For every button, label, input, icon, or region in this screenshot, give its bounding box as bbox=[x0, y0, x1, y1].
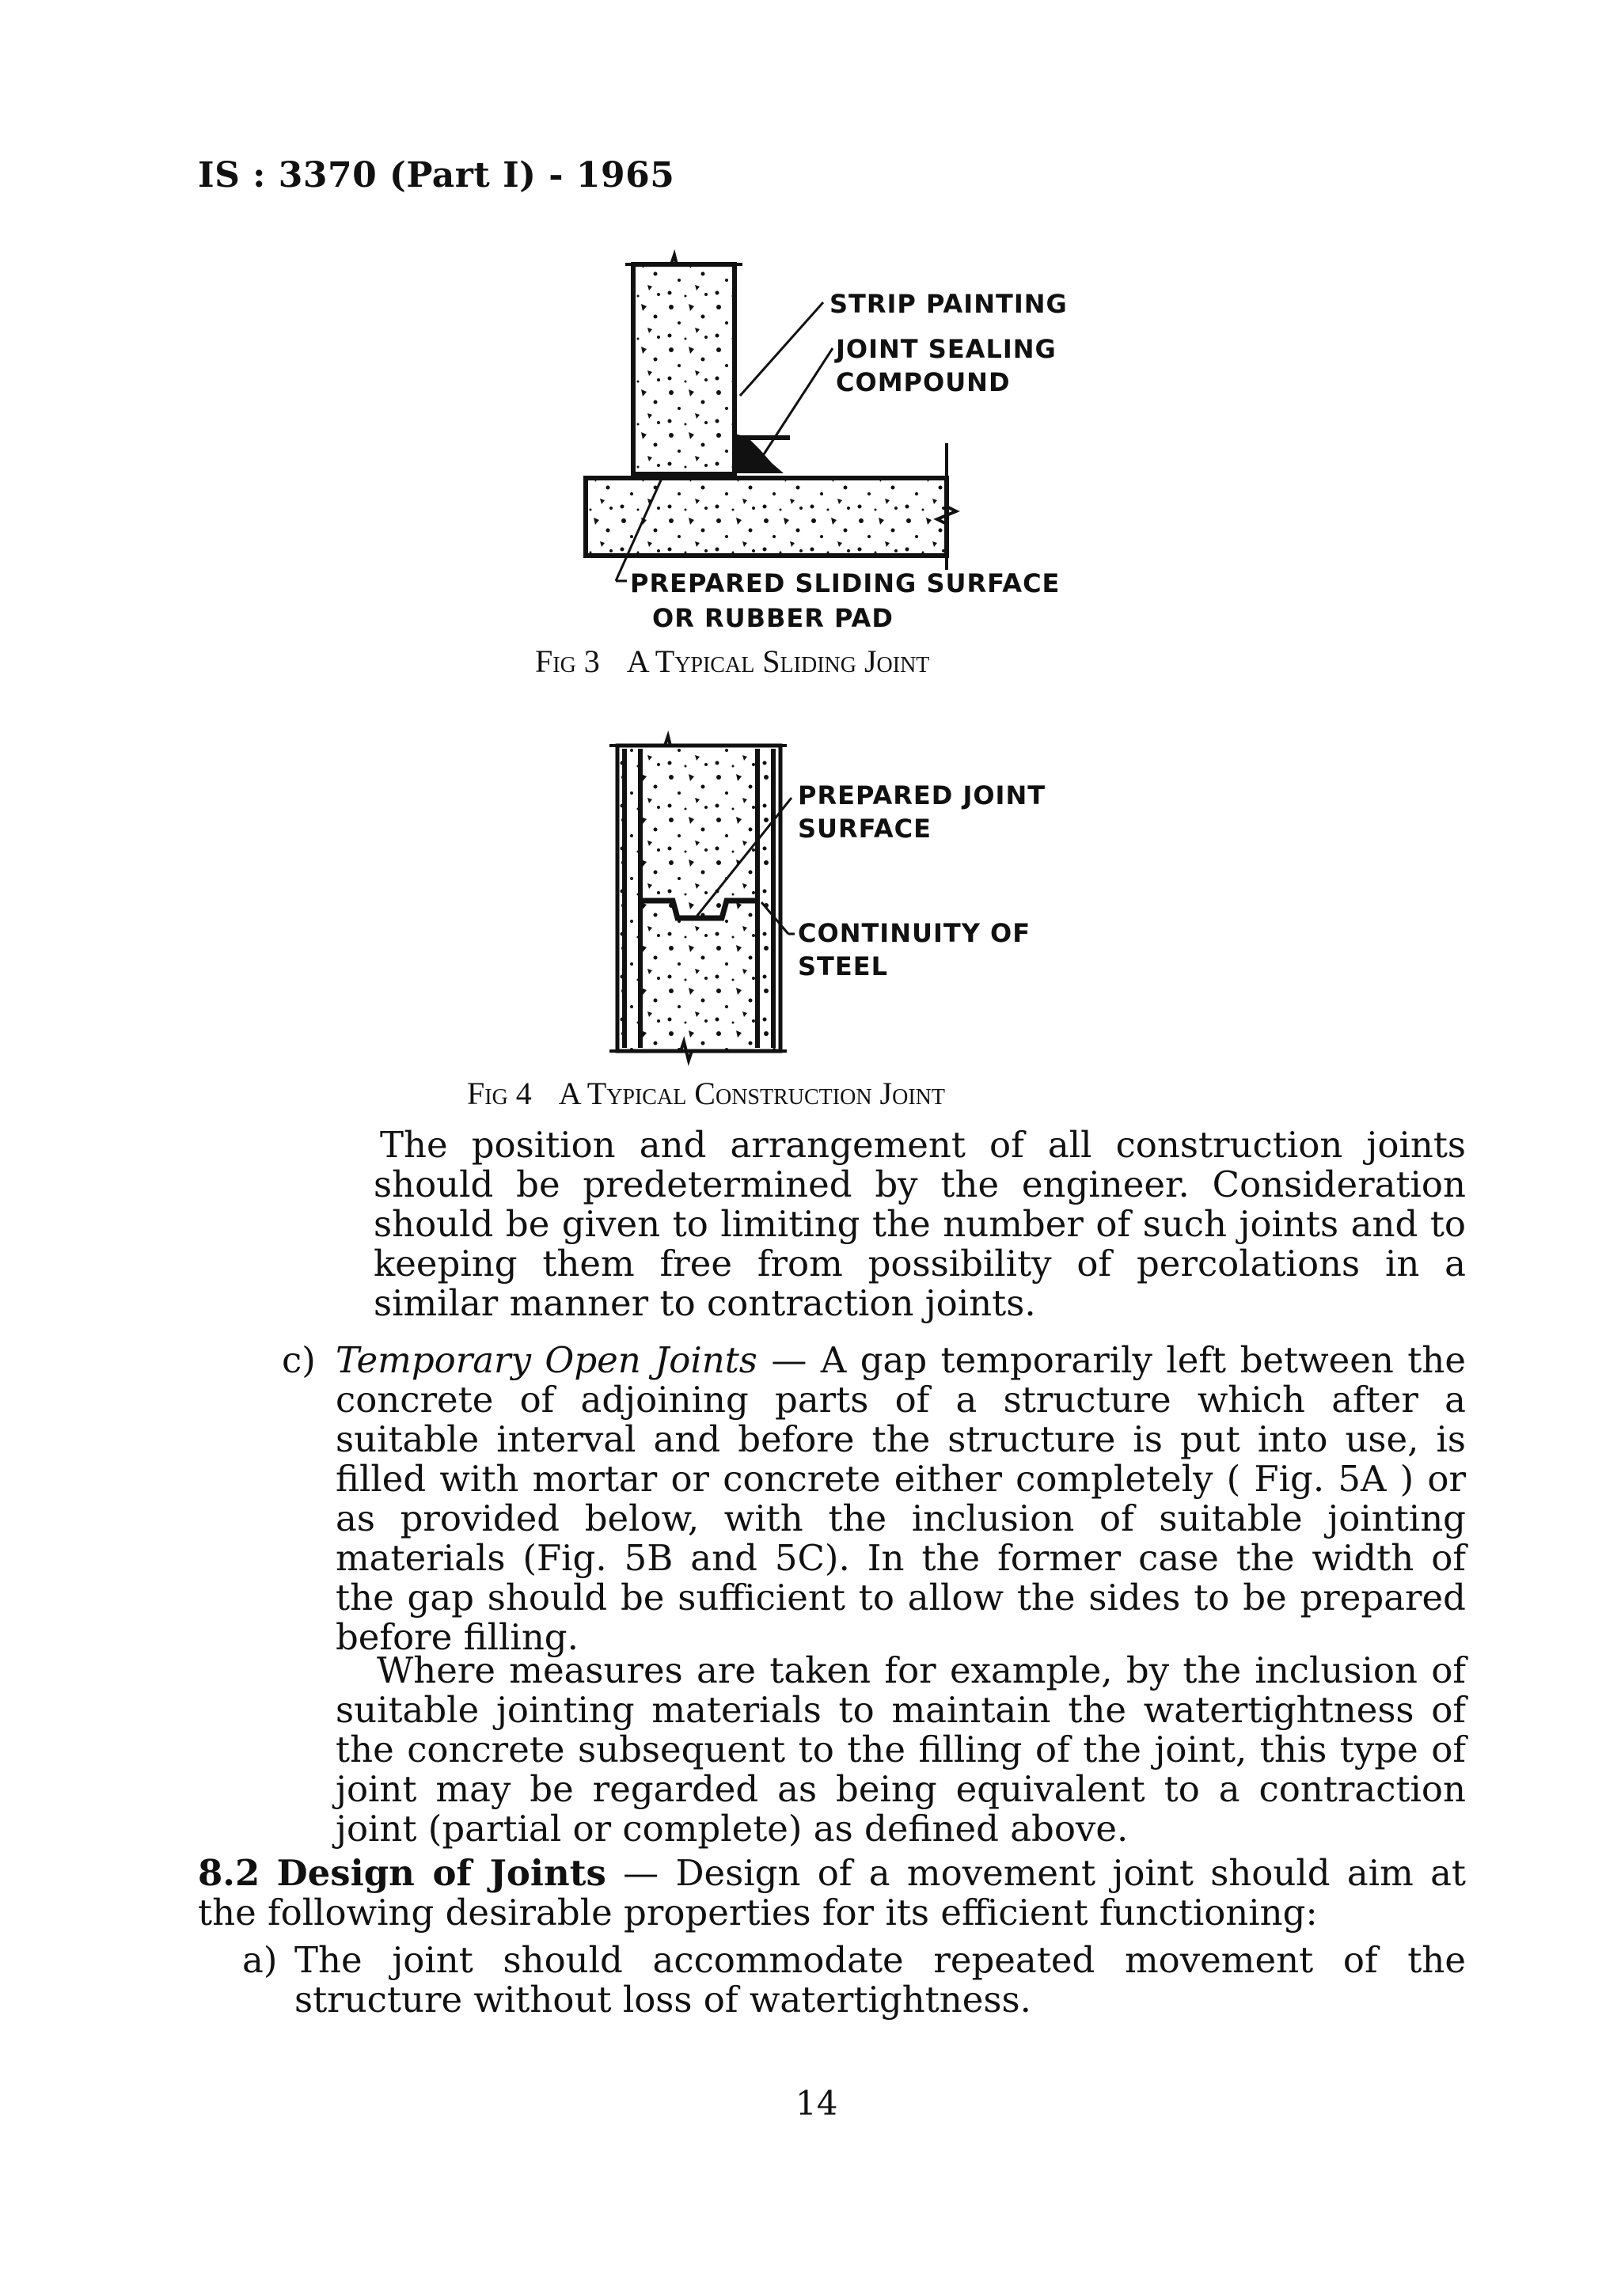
item-c-text: A gap temporarily left between the concrete of adjoining parts of a structure which after a suitable interval and before the structure is put into use, is filled with mortar or concrete either completely ( Fig. 5A ) or as provided below, with the inclusion of suitable jointing materials (Fig. 5B and 5C). In the former case the width of the gap should be sufficient to allow the sides to be prepared before filling. bbox=[336, 1339, 1466, 1658]
fig4-steel-right-outer bbox=[771, 749, 776, 1048]
fig4-label-prepared-joint: PREPARED JOINT bbox=[798, 780, 1046, 810]
watertightness-paragraph bbox=[336, 1651, 1466, 1849]
item-c-temporary-open-joints bbox=[282, 1339, 1466, 1658]
section-8-2-number: 8.2 bbox=[198, 1852, 260, 1894]
fig4-caption-title: A Typical Construction Joint bbox=[558, 1076, 945, 1111]
fig4-steel-left-outer bbox=[622, 749, 627, 1048]
section-8-2-title: Design of Joints bbox=[276, 1852, 606, 1894]
fig4-steel-left-inner bbox=[638, 749, 643, 1048]
fig4-label-continuity: CONTINUITY OF bbox=[798, 918, 1031, 948]
fig3-drawing bbox=[586, 255, 1068, 633]
item-c-label: c) bbox=[282, 1339, 316, 1381]
fig3-label-rubber-pad: OR RUBBER PAD bbox=[652, 603, 894, 633]
fig4-label-surface: SURFACE bbox=[798, 814, 932, 844]
fig3-strip-painting bbox=[735, 435, 790, 440]
item-a-text: The joint should accommodate repeated movement of the structure without loss of watertightness. bbox=[294, 1939, 1466, 2021]
fig4-label-steel: STEEL bbox=[798, 951, 888, 981]
fig3-label-sliding-surface: PREPARED SLIDING SURFACE bbox=[630, 568, 1061, 598]
fig4-steel-right-inner bbox=[755, 749, 760, 1048]
figures-canvas bbox=[0, 0, 1621, 1124]
fig4-caption bbox=[467, 1075, 945, 1112]
fig3-caption bbox=[535, 643, 929, 680]
fig4-caption-number: Fig 4 bbox=[467, 1076, 532, 1111]
construction-joint-paragraph bbox=[374, 1125, 1466, 1323]
item-c-title: Temporary Open Joints bbox=[336, 1339, 757, 1381]
fig3-caption-number: Fig 3 bbox=[535, 643, 600, 679]
construction-joint-text: The position and arrangement of all construction joints should be predetermined by the engineer. Consideration should be given to limiting the number of such joints and to keeping them free from possibility of percolations in a similar manner to contraction joints. bbox=[374, 1124, 1466, 1324]
item-c-dash: — bbox=[757, 1339, 821, 1381]
section-8-2 bbox=[198, 1854, 1466, 1933]
section-8-2-dash: — bbox=[606, 1852, 676, 1894]
fig3-leader-sealing bbox=[764, 348, 833, 454]
item-a-body bbox=[294, 1941, 1466, 2020]
fig3-label-strip-painting: STRIP PAINTING bbox=[829, 289, 1068, 319]
fig3-base-slab bbox=[586, 478, 947, 556]
fig3-label-compound: COMPOUND bbox=[836, 367, 1011, 397]
section-8-2-text: Design of a movement joint should aim at the following desirable properties for its efficient functioning: bbox=[198, 1852, 1466, 1934]
fig4-drawing bbox=[609, 736, 1046, 1061]
fig3-label-joint-sealing: JOINT SEALING bbox=[836, 334, 1057, 364]
fig3-caption-title: A Typical Sliding Joint bbox=[626, 643, 930, 679]
fig3-wall bbox=[633, 264, 735, 476]
item-a-label: a) bbox=[242, 1939, 278, 1981]
page-number: 14 bbox=[795, 2084, 838, 2123]
item-a bbox=[242, 1941, 1466, 2028]
document-header: IS : 3370 (Part I) - 1965 bbox=[198, 155, 675, 195]
fig3-sliding-surface bbox=[633, 472, 735, 480]
item-c-body bbox=[336, 1341, 1466, 1657]
watertightness-text: Where measures are taken for example, by the inclusion of suitable jointing materials to maintain the watertightness of the concrete subsequent to the filling of the joint, this type of joint may be regarded as being equivalent to a contraction joint (partial or complete) as defined above. bbox=[336, 1649, 1466, 1850]
